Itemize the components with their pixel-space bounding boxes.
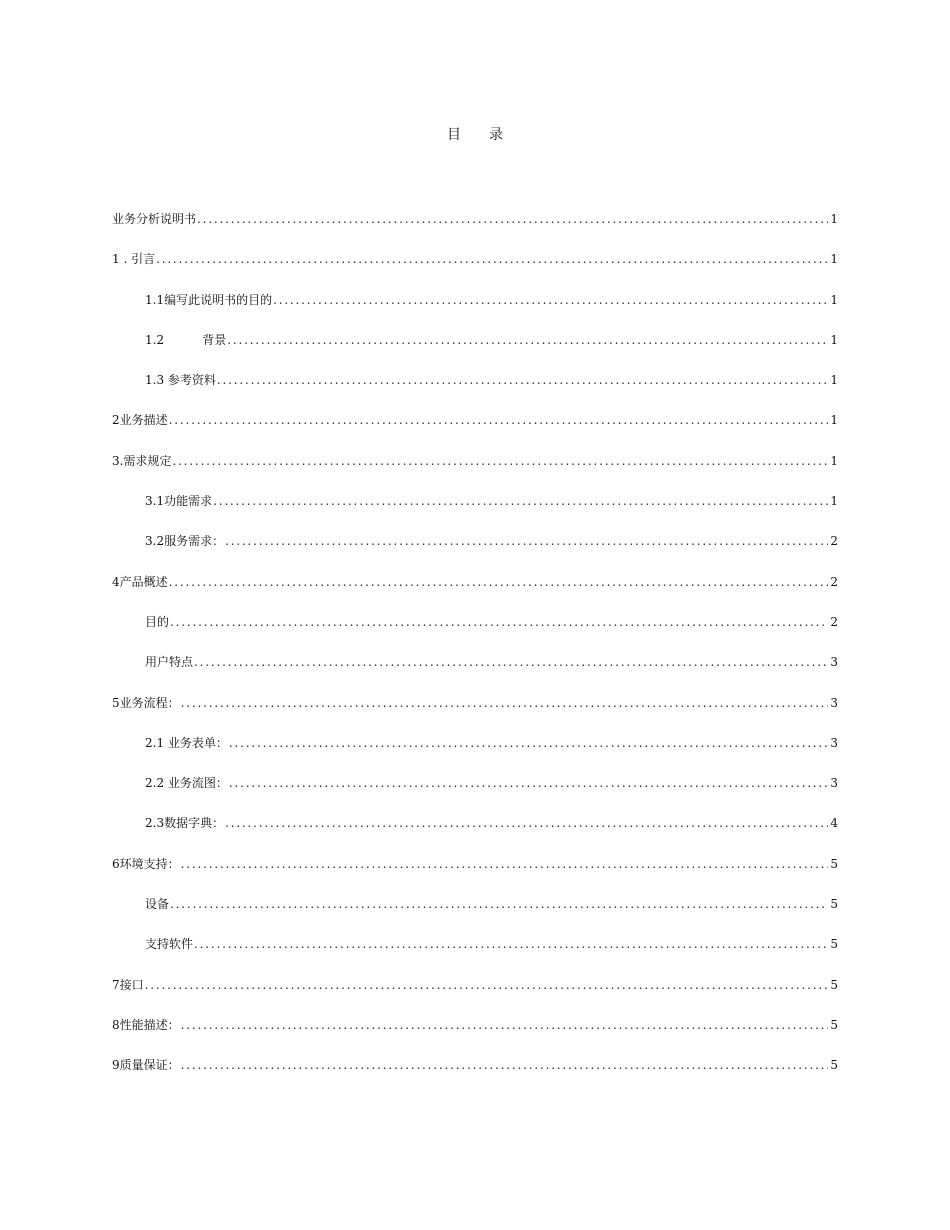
toc-page-number: 1 bbox=[830, 252, 838, 267]
toc-entry[interactable] bbox=[112, 572, 838, 612]
toc-dot-leader bbox=[225, 813, 828, 833]
toc-page-number: 3 bbox=[830, 735, 838, 750]
toc-dot-leader bbox=[181, 1055, 828, 1075]
toc-dot-leader bbox=[172, 451, 828, 471]
toc-page-number: 5 bbox=[830, 937, 838, 952]
toc-entry[interactable] bbox=[112, 934, 838, 974]
toc-dot-leader bbox=[217, 370, 828, 390]
toc-entry-label: 支持软件 bbox=[145, 937, 194, 952]
table-of-contents bbox=[112, 209, 838, 1096]
toc-dot-leader bbox=[170, 894, 828, 914]
toc-page-number: 3 bbox=[830, 776, 838, 791]
toc-dot-leader bbox=[169, 572, 828, 592]
toc-entry[interactable] bbox=[112, 1055, 838, 1095]
toc-entry-label: 3.1功能需求 bbox=[145, 494, 213, 509]
toc-page-number: 2 bbox=[830, 574, 838, 589]
toc-entry[interactable] bbox=[112, 330, 838, 370]
toc-entry-label: 2.3数据字典： bbox=[145, 816, 225, 831]
toc-entry[interactable] bbox=[112, 773, 838, 813]
toc-entry-label: 2.2 业务流图： bbox=[145, 776, 228, 791]
toc-title-left: 目 bbox=[447, 127, 461, 143]
toc-entry-label: 5业务流程： bbox=[112, 695, 180, 710]
toc-dot-leader bbox=[156, 249, 828, 269]
toc-dot-leader bbox=[213, 491, 828, 511]
toc-page-number: 1 bbox=[830, 332, 838, 347]
toc-dot-leader bbox=[145, 975, 828, 995]
toc-dot-leader bbox=[181, 693, 828, 713]
toc-entry[interactable] bbox=[112, 290, 838, 330]
toc-entry[interactable] bbox=[112, 209, 838, 249]
toc-page-number: 5 bbox=[830, 897, 838, 912]
toc-dot-leader bbox=[229, 773, 828, 793]
toc-dot-leader bbox=[170, 612, 828, 632]
toc-page-number: 1 bbox=[830, 413, 838, 428]
toc-dot-leader bbox=[194, 934, 828, 954]
toc-entry-label: 1.2 背景 bbox=[145, 332, 227, 347]
toc-dot-leader bbox=[273, 290, 828, 310]
toc-entry-label: 3.2服务需求： bbox=[145, 534, 225, 549]
toc-entry[interactable] bbox=[112, 370, 838, 410]
toc-entry[interactable] bbox=[112, 451, 838, 491]
toc-page-number: 1 bbox=[830, 494, 838, 509]
toc-page-number: 1 bbox=[830, 373, 838, 388]
toc-page-number: 3 bbox=[830, 655, 838, 670]
toc-entry[interactable] bbox=[112, 894, 838, 934]
toc-entry-label: 用户特点 bbox=[145, 655, 194, 670]
toc-entry-label: 6环境支持： bbox=[112, 856, 180, 871]
toc-dot-leader bbox=[197, 209, 828, 229]
toc-entry[interactable] bbox=[112, 249, 838, 289]
toc-dot-leader bbox=[194, 652, 828, 672]
toc-page-number: 4 bbox=[830, 816, 838, 831]
toc-page-number: 2 bbox=[830, 534, 838, 549]
toc-dot-leader bbox=[181, 854, 828, 874]
toc-entry[interactable] bbox=[112, 854, 838, 894]
toc-entry[interactable] bbox=[112, 733, 838, 773]
toc-entry-label: 4产品概述 bbox=[112, 574, 168, 589]
toc-dot-leader bbox=[169, 410, 828, 430]
toc-entry-label: 9质量保证： bbox=[112, 1058, 180, 1073]
toc-title bbox=[0, 124, 950, 144]
toc-dot-leader bbox=[227, 330, 828, 350]
toc-entry[interactable] bbox=[112, 531, 838, 571]
toc-page-number: 2 bbox=[830, 614, 838, 629]
toc-entry-label: 1.3 参考资料 bbox=[145, 373, 216, 388]
toc-entry-label: 8性能描述： bbox=[112, 1017, 180, 1032]
toc-dot-leader bbox=[181, 1015, 828, 1035]
toc-entry-label: 目的 bbox=[145, 614, 170, 629]
toc-entry-label: 3.需求规定 bbox=[112, 453, 172, 468]
toc-page-number: 1 bbox=[830, 212, 838, 226]
toc-page-number: 5 bbox=[830, 856, 838, 871]
toc-title-right: 录 bbox=[489, 127, 503, 143]
toc-page-number: 1 bbox=[830, 453, 838, 468]
toc-entry[interactable] bbox=[112, 491, 838, 531]
toc-entry-label: 2业务描述 bbox=[112, 413, 168, 428]
toc-entry[interactable] bbox=[112, 652, 838, 692]
toc-entry[interactable] bbox=[112, 693, 838, 733]
toc-page-number: 3 bbox=[830, 695, 838, 710]
toc-entry-label: 7接口 bbox=[112, 977, 144, 992]
toc-page-number: 5 bbox=[830, 977, 838, 992]
toc-page-number: 1 bbox=[830, 292, 838, 307]
toc-entry[interactable] bbox=[112, 813, 838, 853]
toc-entry-label: 1 . 引言 bbox=[112, 252, 156, 267]
toc-entry-label: 2.1 业务表单： bbox=[145, 735, 228, 750]
toc-entry-label: 1.1编写此说明书的目的 bbox=[145, 292, 273, 307]
toc-page-number: 5 bbox=[830, 1058, 838, 1073]
toc-entry[interactable] bbox=[112, 975, 838, 1015]
toc-entry-label: 业务分析说明书 bbox=[112, 212, 197, 226]
toc-dot-leader bbox=[225, 531, 828, 551]
toc-entry[interactable] bbox=[112, 410, 838, 450]
toc-entry[interactable] bbox=[112, 612, 838, 652]
toc-entry[interactable] bbox=[112, 1015, 838, 1055]
toc-entry-label: 设备 bbox=[145, 897, 170, 912]
toc-page-number: 5 bbox=[830, 1017, 838, 1032]
toc-dot-leader bbox=[229, 733, 828, 753]
